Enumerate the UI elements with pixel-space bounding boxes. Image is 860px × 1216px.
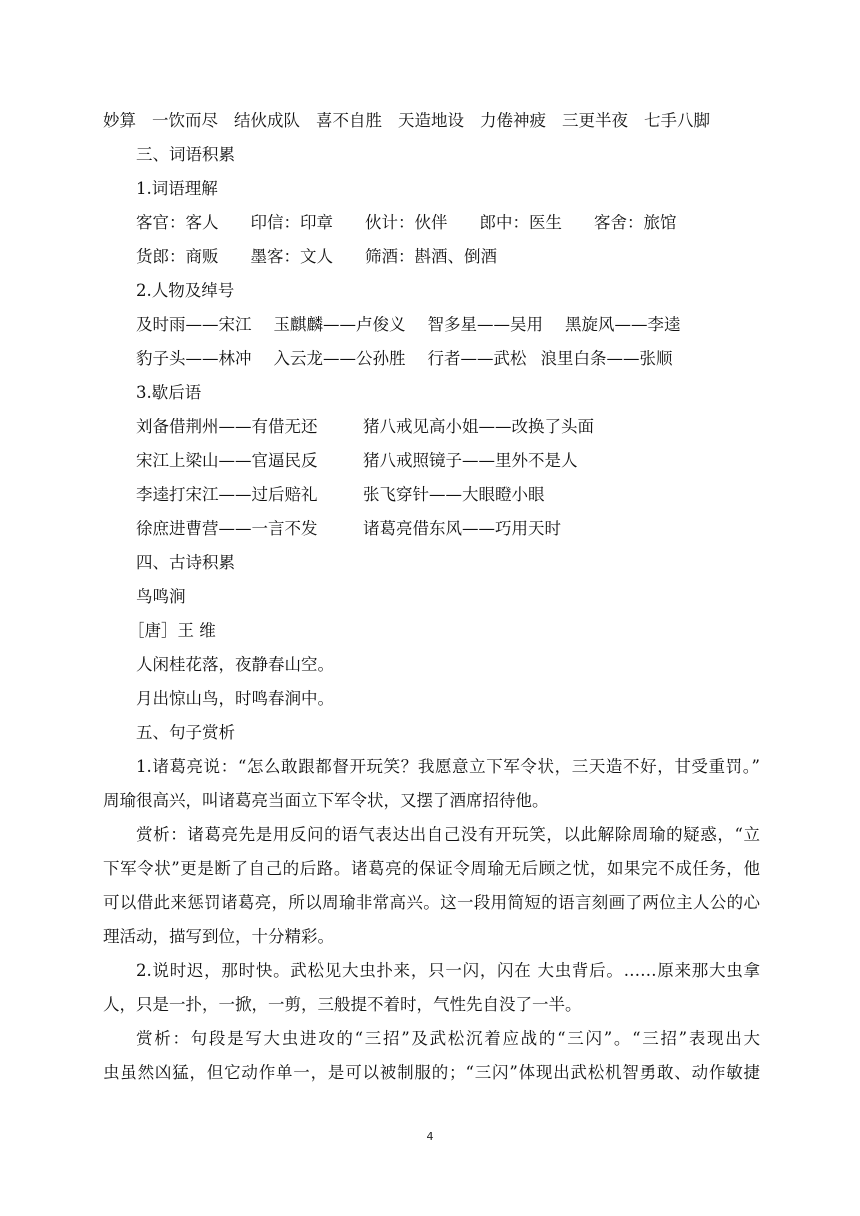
- paragraph-line: 赏析：诸葛亮先是用反问的语气表达出自己没有开玩笑，以此解除周瑜的疑惑，“立: [136, 825, 760, 844]
- idiom: 结伙成队: [234, 111, 300, 130]
- nickname-entry: 行者——武松: [427, 349, 527, 368]
- idiom: 七手八脚: [644, 111, 710, 130]
- proverb: 刘备借荆州——有借无还: [136, 417, 318, 436]
- paragraph-line: 1.诸葛亮说：“怎么敢跟都督开玩笑？我愿意立下军令状，三天造不好，甘受重罚。”: [136, 757, 760, 776]
- idiom: 妙算: [103, 111, 136, 130]
- poem-author: ［唐］王 维: [128, 621, 216, 640]
- poem-line: 人闲桂花落，夜静春山空。: [136, 655, 334, 674]
- word-entry: 郎中：医生: [479, 213, 562, 232]
- word-entry: 客官：客人: [136, 213, 219, 232]
- nickname-entry: 智多星——吴用: [427, 315, 543, 334]
- paragraph-line: 下军令状”更是断了自己的后路。诸葛亮的保证令周瑜无后顾之忧，如果完不成任务，他: [103, 859, 760, 878]
- paragraph-line: 可以借此来惩罚诸葛亮，所以周瑜非常高兴。这一段用简短的语言刻画了两位主人公的心: [103, 893, 760, 912]
- proverb: 张飞穿针——大眼瞪小眼: [363, 485, 545, 504]
- word-entry: 墨客：文人: [250, 247, 333, 266]
- word-entry: 筛酒：斟酒、倒酒: [365, 247, 497, 266]
- subheading: 3.歇后语: [136, 383, 202, 402]
- idiom: 三更半夜: [562, 111, 628, 130]
- poem-line: 月出惊山鸟，时鸣春涧中。: [136, 689, 334, 708]
- idiom: 一饮而尽: [152, 111, 218, 130]
- subheading: 1.词语理解: [136, 179, 218, 198]
- page-number: 4: [426, 1130, 434, 1143]
- subheading: 2.人物及绰号: [136, 281, 235, 300]
- proverb: 诸葛亮借东风——巧用天时: [363, 519, 561, 538]
- nickname-entry: 浪里白条——张顺: [540, 349, 673, 368]
- nickname-entry: 及时雨——宋江: [136, 315, 252, 334]
- paragraph-line: 人，只是一扑，一掀，一剪，三般提不着时，气性先自没了一半。: [103, 995, 582, 1014]
- nickname-row: [136, 313, 760, 337]
- paragraph-line: 理活动，描写到位，十分精彩。: [103, 927, 334, 946]
- nickname-entry: 黑旋风——李逵: [565, 315, 681, 334]
- proverb: 宋江上梁山——官逼民反: [136, 451, 318, 470]
- section-heading: 四、古诗积累: [136, 553, 235, 572]
- paragraph-line: 2.说时迟，那时快。武松见大虫扑来，只一闪，闪在 大虫背后。……原来那大虫拿: [136, 961, 760, 980]
- nickname-entry: 入云龙——公孙胜: [273, 349, 406, 368]
- idiom: 天造地设: [398, 111, 464, 130]
- poem-title: 鸟鸣涧: [136, 587, 186, 606]
- paragraph-line: 赏析：句段是写大虫进攻的“三招”及武松沉着应战的“三闪”。“三招”表现出大: [136, 1029, 760, 1048]
- nickname-entry: 玉麒麟——卢俊义: [273, 315, 406, 334]
- section-heading: 五、句子赏析: [136, 723, 235, 742]
- proverb: 猪八戒照镜子——里外不是人: [363, 451, 578, 470]
- proverb: 猪八戒见高小姐——改换了头面: [363, 417, 594, 436]
- idiom: 力倦神疲: [480, 111, 546, 130]
- nickname-row: [136, 347, 760, 371]
- word-entry: 客舍：旅馆: [594, 213, 677, 232]
- idiom: 喜不自胜: [316, 111, 382, 130]
- word-entry: 货郎：商贩: [136, 247, 219, 266]
- word-entry: 印信：印章: [250, 213, 333, 232]
- paragraph-line: 虫虽然凶猛，但它动作单一，是可以被制服的；“三闪”体现出武松机智勇敢、动作敏捷: [103, 1063, 760, 1082]
- nickname-entry: 豹子头——林冲: [136, 349, 252, 368]
- proverb: 李逵打宋江——过后赔礼: [136, 485, 318, 504]
- word-entry: 伙计：伙伴: [365, 213, 448, 232]
- idiom-list: [103, 109, 760, 133]
- word-row: [136, 245, 760, 269]
- section-heading: 三、词语积累: [136, 145, 235, 164]
- proverb: 徐庶进曹营——一言不发: [136, 519, 318, 538]
- paragraph-line: 周瑜很高兴，叫诸葛亮当面立下军令状，又摆了酒席招待他。: [103, 791, 549, 810]
- word-row: [136, 211, 760, 235]
